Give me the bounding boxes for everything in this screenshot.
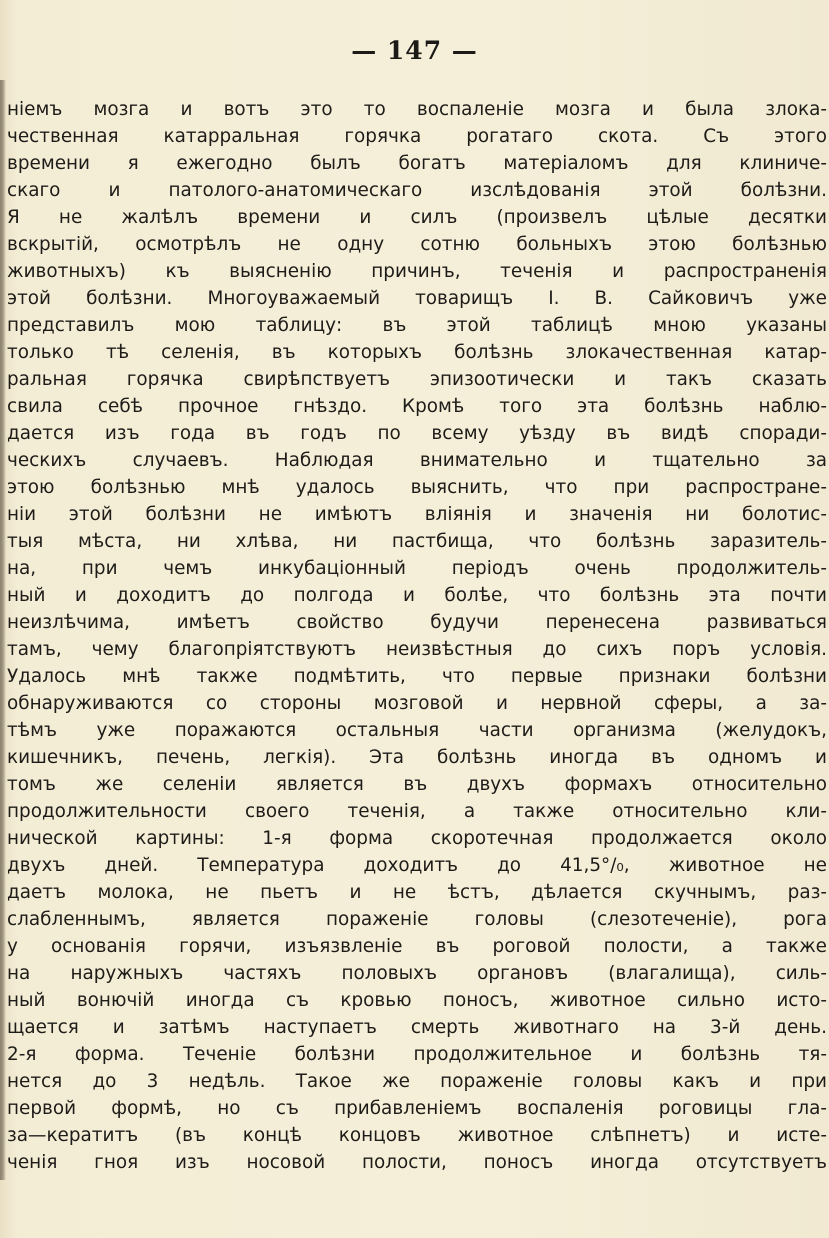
text-line: неизлѣчима, имѣетъ свойство будучи перенесена развиваться (7, 612, 827, 633)
text-line: обнаруживаются со стороны мозговой и нервной сферы, а за- (7, 693, 827, 714)
text-line: ральная горячка свирѣпствуетъ эпизоотически и такъ сказать (7, 369, 827, 390)
text-line: на, при чемъ инкубацiонный перiодъ очень продолжитель- (7, 558, 827, 579)
body-text (7, 96, 827, 1176)
text-line: томъ же селенiи является въ двухъ формахъ относительно (7, 774, 827, 795)
text-line: на наружныхъ частяхъ половыхъ органовъ (влагалища), силь- (7, 963, 827, 984)
text-line: свила себѣ прочное гнѣздо. Кромѣ того эта болѣзнь наблю- (7, 396, 827, 417)
text-line: нется до 3 недѣль. Такое же пораженiе головы какъ и при (7, 1071, 827, 1092)
text-line: продолжительности своего теченiя, а также относительно кли- (7, 801, 827, 822)
text-line: даетъ молока, не пьетъ и не ѣстъ, дѣлается скучнымъ, раз- (7, 882, 827, 903)
text-line: чественная катарральная горячка рогатаго скота. Съ этого (7, 126, 827, 147)
text-line: у основанiя горячи, изъязвленiе въ роговой полости, а также (7, 936, 827, 957)
text-line: только тѣ селенiя, въ которыхъ болѣзнь злокачественная катар- (7, 342, 827, 363)
text-line: тыя мѣста, ни хлѣва, ни пастбища, что болѣзнь заразитель- (7, 531, 827, 552)
text-line: слабленнымъ, является пораженiе головы (слезотеченiе), рога (7, 909, 827, 930)
text-line: этою болѣзнью мнѣ удалось выяснить, что при распростране- (7, 477, 827, 498)
text-line: дается изъ года въ годъ по всему уѣзду въ видѣ споради- (7, 423, 827, 444)
text-line: Я не жалѣлъ времени и силъ (произвелъ цѣлые десятки (7, 207, 827, 228)
text-line: вскрытiй, осмотрѣлъ не одну сотню больныхъ этою болѣзнью (7, 234, 827, 255)
text-line: ный и доходитъ до полгода и болѣе, что болѣзнь эта почти (7, 585, 827, 606)
text-line: ческихъ случаевъ. Наблюдая внимательно и тщательно за (7, 450, 827, 471)
text-line: Удалось мнѣ также подмѣтить, что первые признаки болѣзни (7, 666, 827, 687)
page-number: — 147 — (351, 36, 478, 65)
text-line: щается и затѣмъ наступаетъ смерть животнаго на 3-й день. (7, 1017, 827, 1038)
text-line: животныхъ) къ выясненiю причинъ, теченiя и распространенiя (7, 261, 827, 282)
text-line: представилъ мою таблицу: въ этой таблицѣ мною указаны (7, 315, 827, 336)
binding-shadow (0, 80, 6, 1180)
text-line: ченiя гноя изъ носовой полости, поносъ иногда отсутствуетъ (7, 1152, 827, 1173)
text-line: тамъ, чему благопрiятствуютъ неизвѣстныя до сихъ поръ условiя. (7, 639, 827, 660)
text-line: ный вонючiй иногда съ кровью поносъ, животное сильно исто- (7, 990, 827, 1011)
text-line: двухъ дней. Температура доходитъ до 41,5°/₀, животное не (7, 855, 827, 876)
text-line: нiи этой болѣзни не имѣютъ влiянiя и значенiя ни болотис- (7, 504, 827, 525)
text-line: времени я ежегодно былъ богатъ матерiаломъ для клиниче- (7, 153, 827, 174)
text-line: скаго и патолого-анатомическаго изслѣдованiя этой болѣзни. (7, 180, 827, 201)
text-line: тѣмъ уже поражаются остальныя части организма (желудокъ, (7, 720, 827, 741)
text-line: этой болѣзни. Многоуважаемый товарищъ I. В. Сайковичъ уже (7, 288, 827, 309)
text-line: первой формѣ, но съ прибавленiемъ воспаленiя роговицы гла- (7, 1098, 827, 1119)
text-line: кишечникъ, печень, легкiя). Эта болѣзнь иногда въ одномъ и (7, 747, 827, 768)
text-line: нiемъ мозга и вотъ это то воспаленiе мозга и была злока- (7, 99, 827, 120)
text-line: за—кератитъ (въ концѣ концовъ животное слѣпнетъ) и исте- (7, 1125, 827, 1146)
text-line: 2-я форма. Теченiе болѣзни продолжительное и болѣзнь тя- (7, 1044, 827, 1065)
text-line: нической картины: 1-я форма скоротечная продолжается около (7, 828, 827, 849)
